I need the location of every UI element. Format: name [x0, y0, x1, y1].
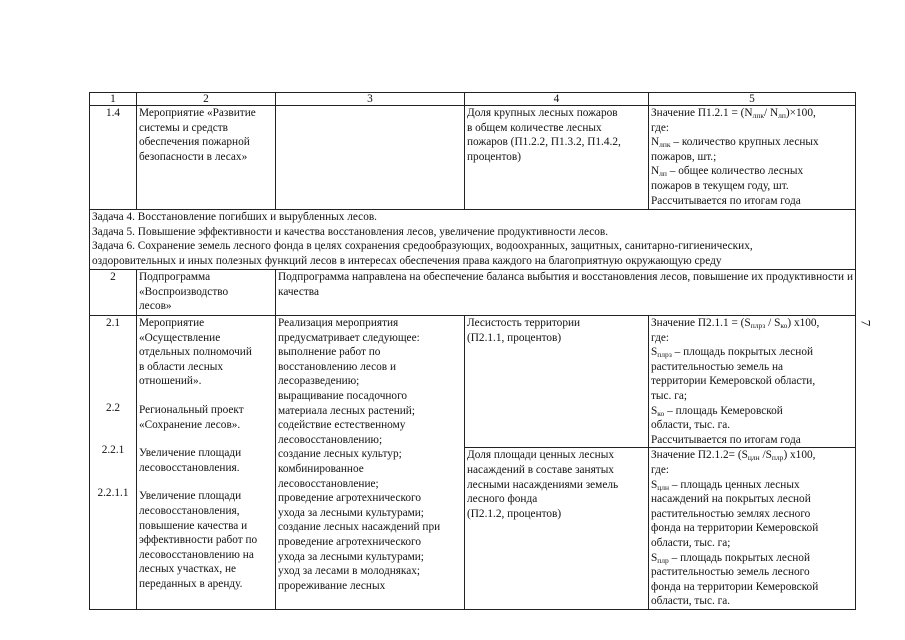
tasks-row [90, 210, 856, 270]
definition-line: $S_{плрз}$ – площадь покрытых лесной [651, 346, 814, 360]
text-line: проведение агротехнического [278, 535, 422, 548]
text-line: ухода за лесными культурами; [278, 506, 424, 519]
task-line: Задача 6. Сохранение земель лесного фонда в целях сохранения средообразующих, водоохранных, защитных, санитарно-гигиенических, [92, 240, 753, 253]
text-line: ухода за лесными культурами; [278, 550, 424, 563]
text-line: фонда на территории Кемеровской [651, 522, 819, 535]
row-number: 2.2.1.1 [97, 486, 129, 499]
definition-line: $S_{цлн}$ – площадь ценных лесных [651, 478, 800, 492]
text-line: в общем количестве лесных [467, 121, 602, 134]
text-line: территории Кемеровской области, [651, 375, 816, 388]
definition-line: $N_{лпк}$ – количество крупных лесных [651, 136, 819, 150]
table-row [90, 316, 856, 448]
text-line: уход за лесами в молодняках; [278, 565, 421, 578]
text-line: лесоразведению; [278, 375, 360, 388]
formula-cell [649, 316, 856, 448]
text-line: отдельных полномочий [139, 346, 252, 359]
text-line: где: [651, 121, 669, 134]
text-line: лесовосстановление; [278, 477, 379, 490]
formula-cell [649, 448, 856, 610]
indicator-cell [465, 106, 649, 210]
text-line: системы и средств [139, 121, 229, 134]
text-line: лесовосстановления. [139, 461, 240, 474]
header-cell: 4 [465, 93, 649, 106]
row-number: 2.2 [105, 401, 121, 414]
text-line: Региональный проект [139, 403, 244, 416]
text-line: тыс. га; [651, 389, 687, 402]
text-line: переданных в аренду. [139, 577, 243, 590]
task-line: оздоровительных и иных полезных функций лесов в интересах обеспечения права каждого на благоприятную окружающую среду [92, 254, 722, 267]
indicator-cell [465, 448, 649, 610]
text-line: «Сохранение лесов». [139, 418, 241, 431]
task-line: Задача 4. Восстановление погибших и вырубленных лесов. [92, 211, 377, 223]
task-line: Задача 5. Повышение эффективности и качества восстановления лесов, увеличение продуктивности лесов. [92, 225, 609, 238]
formula-line: Значение $П1.2.1 = (N_{лпк}/$ $N_{лп})\times 100$, [651, 107, 816, 120]
text-line: повышение качества и [139, 519, 248, 532]
indicator-cell [465, 316, 649, 448]
text-line: отношений». [139, 375, 202, 388]
text-line: создание лесных насаждений при [278, 521, 441, 534]
text-line: области, тыс. га. [651, 419, 731, 432]
header-cell: 3 [276, 93, 465, 106]
definition-line: $N_{лп}$ – общее количество лесных [651, 165, 804, 179]
text-line: лесовосстановлению на [139, 548, 254, 561]
text-line: области, тыс. га; [651, 536, 731, 549]
subprogram-description: Подпрограмма направлена на обеспечение баланса выбытия и восстановления лесов, повышение их продуктивности и качества [276, 270, 856, 316]
row-number: 1.4 [90, 106, 137, 210]
text-line: Увеличение площади [139, 490, 242, 503]
text-line: лесовосстановления, [139, 504, 240, 517]
table-header-row [90, 93, 856, 106]
text-line: безопасности в лесах» [139, 150, 248, 163]
text-line: насаждений на покрытых лесной [651, 493, 811, 506]
text-line: где: [651, 331, 669, 344]
text-line: лесных участках, не [139, 563, 237, 576]
text-line: Мероприятие «Развитие [139, 107, 256, 119]
header-cell: 5 [649, 93, 856, 106]
subprogram-cell [137, 270, 276, 316]
text-line: (П2.1.2, процентов) [467, 507, 562, 520]
text-line: выполнение работ по [278, 346, 381, 359]
text-line: в области лесных [139, 360, 223, 373]
text-line: пожаров (П1.2.2, П1.3.2, П1.4.2, [467, 136, 621, 149]
text-line: Рассчитывается по итогам года [651, 433, 801, 446]
text-line: Лесистость территории [467, 317, 581, 329]
text-line: насаждений в составе занятых [467, 463, 614, 476]
text-line: области, тыс. га. [651, 595, 731, 608]
text-line: обеспечения пожарной [139, 136, 250, 149]
table-row [90, 106, 856, 210]
activities-cell [276, 316, 465, 610]
measure-cell [137, 106, 276, 210]
formula-cell [649, 106, 856, 210]
text-line: растительностью землях лесного [651, 507, 811, 520]
row-number: 2 [90, 270, 137, 316]
header-cell: 1 [90, 93, 137, 106]
forestry-program-table [89, 92, 856, 610]
text-line: Рассчитывается по итогам года [651, 194, 801, 207]
row-number: 2.1 [105, 317, 121, 329]
text-line: эффективности работ по [139, 534, 258, 547]
text-line: фонда на территории Кемеровской [651, 580, 819, 593]
definition-line: $S_{плр}$ – площадь покрытых лесной [651, 551, 810, 565]
text-line: Доля крупных лесных пожаров [467, 107, 618, 119]
text-line: Мероприятие [139, 317, 205, 329]
text-line: «Осуществление [139, 331, 221, 344]
measures-cell [137, 316, 276, 610]
text-line: Подпрограмма [139, 271, 211, 283]
text-line: растительностью земель лесного [651, 566, 810, 579]
page-number: 7 [858, 319, 874, 327]
formula-line: Значение $П2.1.2= (S_{цлн}$ $/S_{плр}$) х100, [651, 449, 816, 463]
text-line: где: [651, 463, 669, 476]
text-line: лесовосстановлению; [278, 433, 383, 446]
header-cell: 2 [137, 93, 276, 106]
text-line: лесного фонда [467, 493, 538, 506]
text-line: создание лесных культур; [278, 448, 402, 461]
text-line: лесными насаждениями земель [467, 478, 619, 491]
text-line: содействие естественному [278, 419, 406, 432]
text-line: лесов» [139, 300, 172, 313]
row-numbers-cell [90, 316, 137, 610]
row-number: 2.2.1 [101, 444, 125, 457]
table-row [90, 270, 856, 316]
empty-cell [276, 106, 465, 210]
text-line: материала лесных растений; [278, 404, 415, 417]
text-line: (П2.1.1, процентов) [467, 331, 562, 344]
text-line: выращивание посадочного [278, 389, 408, 402]
tasks-cell [90, 210, 856, 270]
definition-line: $S_{ко}$ – площадь Кемеровской [651, 404, 783, 418]
text-line: комбинированное [278, 462, 364, 475]
text-line: Доля площади ценных лесных [467, 449, 614, 462]
formula-line: Значение $П2.1.1 = (S_{плрз} / S_{ко})$ х100, [651, 317, 820, 330]
text-line: пожаров, шт.; [651, 150, 717, 163]
text-line: пожаров в текущем году, шт. [651, 179, 789, 192]
text-line: Увеличение площади [139, 447, 242, 460]
text-line: растительностью земель на [651, 360, 784, 373]
text-line: Реализация мероприятия [278, 317, 399, 329]
text-line: «Воспроизводство [139, 285, 229, 298]
text-line: процентов) [467, 150, 521, 163]
text-line: восстановлению лесов и [278, 360, 396, 373]
text-line: предусматривает следующее: [278, 331, 420, 344]
text-line: прореживание лесных [278, 579, 386, 592]
text-line: проведение агротехнического [278, 492, 422, 505]
